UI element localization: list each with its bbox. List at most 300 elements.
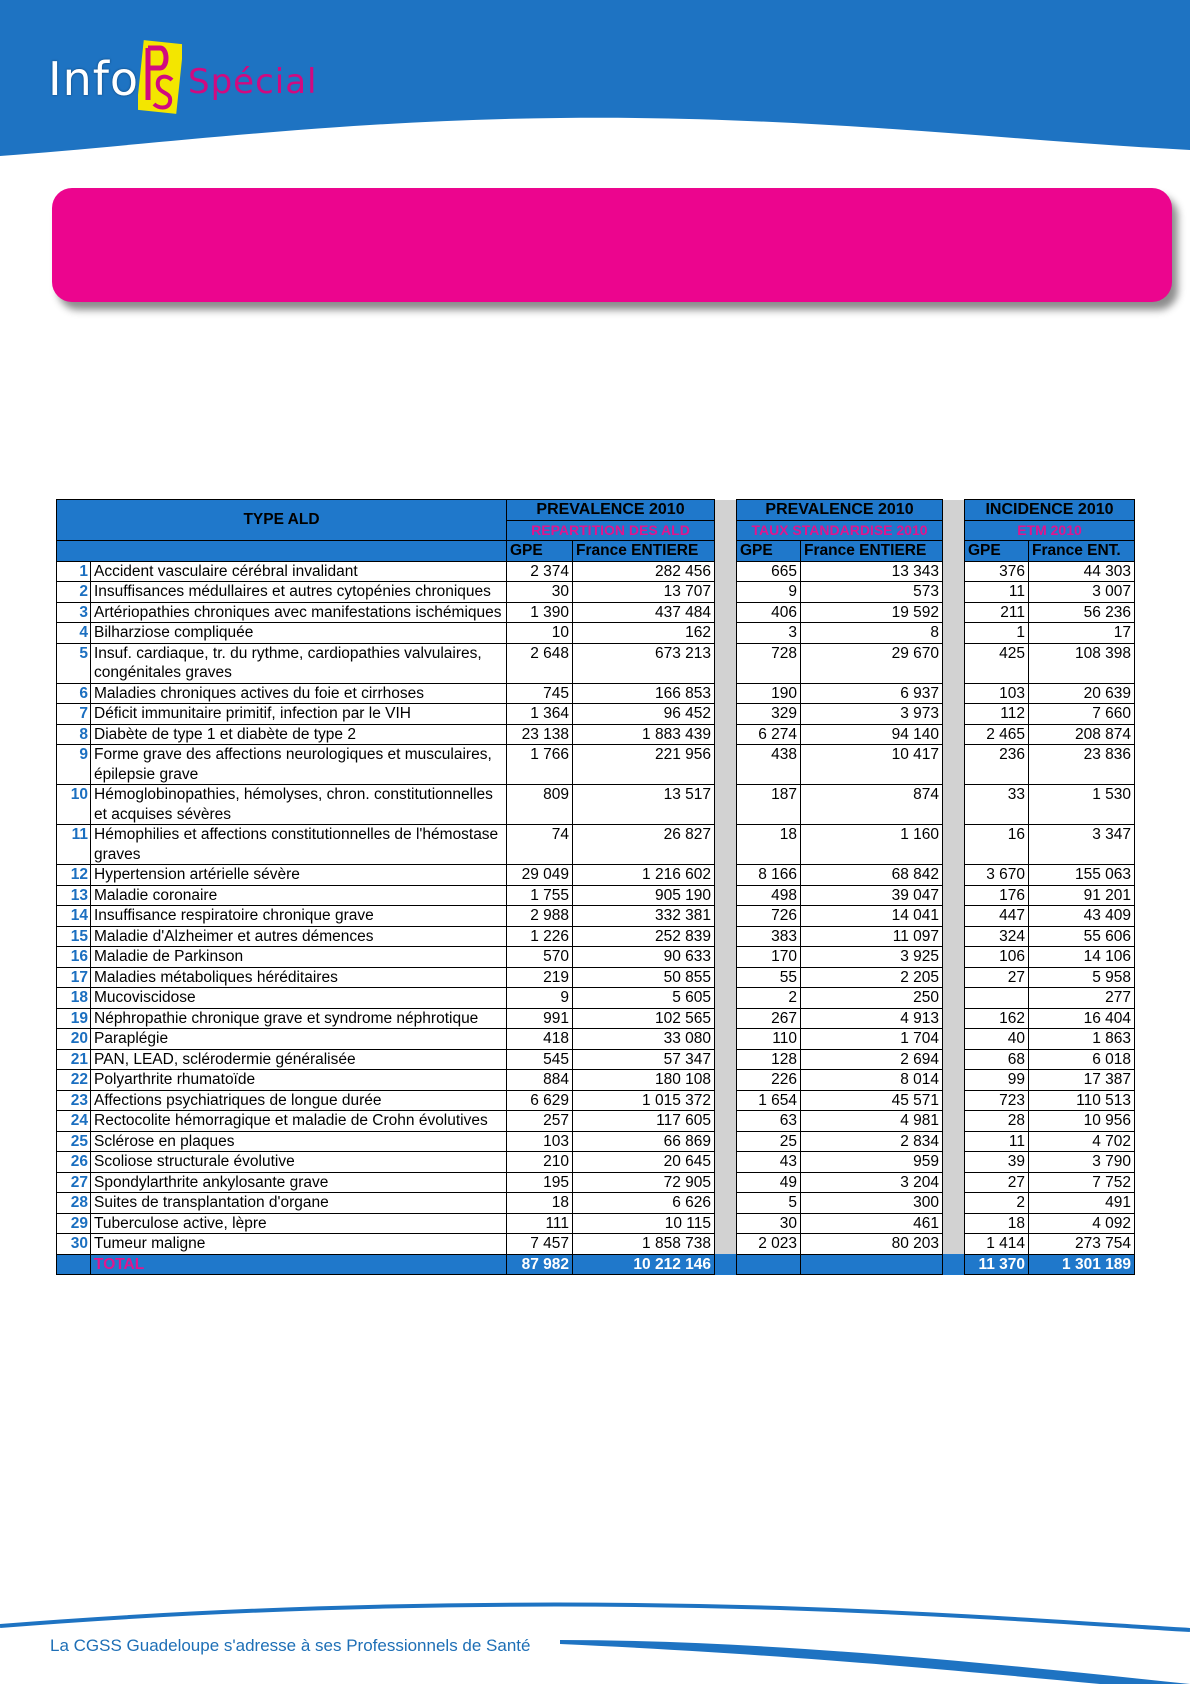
value-cell: 166 853 (573, 683, 715, 704)
col-header: GPE (737, 541, 801, 562)
value-cell: 726 (737, 906, 801, 927)
value-cell: 49 (737, 1172, 801, 1193)
total-value: 11 370 (965, 1254, 1029, 1275)
value-cell: 94 140 (801, 724, 943, 745)
value-cell: 30 (737, 1213, 801, 1234)
value-cell: 418 (507, 1029, 573, 1050)
ald-table-body (57, 561, 1135, 1275)
value-cell: 27 (965, 967, 1029, 988)
table-row (57, 906, 1135, 927)
ald-label: Suites de transplantation d'organe (91, 1193, 507, 1214)
table-row (57, 1090, 1135, 1111)
ald-label: Maladie d'Alzheimer et autres démences (91, 926, 507, 947)
table-row (57, 683, 1135, 704)
value-cell: 27 (965, 1172, 1029, 1193)
value-cell: 111 (507, 1213, 573, 1234)
value-cell: 9 (507, 988, 573, 1009)
value-cell: 425 (965, 643, 1029, 683)
row-number: 7 (57, 704, 91, 725)
table-row (57, 947, 1135, 968)
value-cell: 68 842 (801, 865, 943, 886)
value-cell: 573 (801, 582, 943, 603)
row-number: 10 (57, 785, 91, 825)
header-row-titles (57, 500, 1135, 521)
table-row (57, 1172, 1135, 1193)
row-number: 3 (57, 602, 91, 623)
value-cell: 277 (1029, 988, 1135, 1009)
value-cell: 55 606 (1029, 926, 1135, 947)
row-number: 22 (57, 1070, 91, 1091)
value-cell: 18 (507, 1193, 573, 1214)
value-cell: 39 (965, 1152, 1029, 1173)
value-cell: 2 023 (737, 1234, 801, 1255)
total-value: 10 212 146 (573, 1254, 715, 1275)
row-number: 2 (57, 582, 91, 603)
value-cell: 461 (801, 1213, 943, 1234)
table-row (57, 1049, 1135, 1070)
table-row (57, 724, 1135, 745)
value-cell: 728 (737, 643, 801, 683)
value-cell: 162 (965, 1008, 1029, 1029)
value-cell: 43 409 (1029, 906, 1135, 927)
col-header: France ENT. (1029, 541, 1135, 562)
table-row (57, 825, 1135, 865)
value-cell: 2 465 (965, 724, 1029, 745)
value-cell: 29 670 (801, 643, 943, 683)
ald-label: Affections psychiatriques de longue durée (91, 1090, 507, 1111)
row-number: 25 (57, 1131, 91, 1152)
value-cell: 68 (965, 1049, 1029, 1070)
total-value (801, 1254, 943, 1275)
value-cell: 329 (737, 704, 801, 725)
header-row-columns (57, 541, 1135, 562)
row-number: 12 (57, 865, 91, 886)
value-cell: 39 047 (801, 885, 943, 906)
row-number: 13 (57, 885, 91, 906)
value-cell: 210 (507, 1152, 573, 1173)
value-cell: 91 201 (1029, 885, 1135, 906)
value-cell: 25 (737, 1131, 801, 1152)
value-cell: 16 404 (1029, 1008, 1135, 1029)
value-cell: 30 (507, 582, 573, 603)
value-cell: 11 097 (801, 926, 943, 947)
value-cell: 117 605 (573, 1111, 715, 1132)
ald-label: Tumeur maligne (91, 1234, 507, 1255)
row-number: 8 (57, 724, 91, 745)
value-cell: 300 (801, 1193, 943, 1214)
group-title-3: INCIDENCE 2010 (965, 500, 1135, 521)
ald-label: Spondylarthrite ankylosante grave (91, 1172, 507, 1193)
value-cell: 991 (507, 1008, 573, 1029)
value-cell: 2 988 (507, 906, 573, 927)
value-cell: 18 (737, 825, 801, 865)
value-cell: 55 (737, 967, 801, 988)
value-cell: 56 236 (1029, 602, 1135, 623)
value-cell: 43 (737, 1152, 801, 1173)
ald-label: Sclérose en plaques (91, 1131, 507, 1152)
value-cell: 250 (801, 988, 943, 1009)
value-cell: 226 (737, 1070, 801, 1091)
value-cell: 170 (737, 947, 801, 968)
value-cell: 40 (965, 1029, 1029, 1050)
value-cell: 1 654 (737, 1090, 801, 1111)
value-cell: 187 (737, 785, 801, 825)
value-cell: 6 018 (1029, 1049, 1135, 1070)
value-cell: 884 (507, 1070, 573, 1091)
ald-label: Artériopathies chroniques avec manifestations ischémiques (91, 602, 507, 623)
value-cell: 570 (507, 947, 573, 968)
ald-label: Insuffisance respiratoire chronique grave (91, 906, 507, 927)
row-number: 9 (57, 745, 91, 785)
total-value: 87 982 (507, 1254, 573, 1275)
value-cell: 20 645 (573, 1152, 715, 1173)
value-cell: 438 (737, 745, 801, 785)
value-cell (965, 988, 1029, 1009)
table-row (57, 1213, 1135, 1234)
value-cell: 809 (507, 785, 573, 825)
value-cell: 1 015 372 (573, 1090, 715, 1111)
table-row (57, 926, 1135, 947)
row-number: 19 (57, 1008, 91, 1029)
ald-label: Bilharziose compliquée (91, 623, 507, 644)
value-cell: 3 925 (801, 947, 943, 968)
value-cell: 5 605 (573, 988, 715, 1009)
value-cell: 110 513 (1029, 1090, 1135, 1111)
ald-label: Accident vasculaire cérébral invalidant (91, 561, 507, 582)
group-title-1: PREVALENCE 2010 (507, 500, 715, 521)
value-cell: 959 (801, 1152, 943, 1173)
value-cell: 74 (507, 825, 573, 865)
value-cell: 2 205 (801, 967, 943, 988)
table-row (57, 785, 1135, 825)
value-cell: 33 080 (573, 1029, 715, 1050)
logo-special-text: Spécial (188, 62, 318, 102)
ald-label: Insuffisances médullaires et autres cytopénies chroniques (91, 582, 507, 603)
row-number: 15 (57, 926, 91, 947)
value-cell: 162 (573, 623, 715, 644)
value-cell: 13 707 (573, 582, 715, 603)
value-cell: 665 (737, 561, 801, 582)
footer-text: La CGSS Guadeloupe s'adresse à ses Professionnels de Santé (50, 1636, 531, 1655)
row-number: 26 (57, 1152, 91, 1173)
group-subtitle-3: ETM 2010 (965, 520, 1135, 541)
row-number: 6 (57, 683, 91, 704)
value-cell: 11 (965, 1131, 1029, 1152)
value-cell: 20 639 (1029, 683, 1135, 704)
ald-label: Diabète de type 1 et diabète de type 2 (91, 724, 507, 745)
group-subtitle-2: TAUX STANDARDISE 2010 (737, 520, 943, 541)
value-cell: 1 704 (801, 1029, 943, 1050)
logo-info-text: Info (48, 52, 140, 106)
value-cell: 2 834 (801, 1131, 943, 1152)
ald-label: Hypertension artérielle sévère (91, 865, 507, 886)
row-number: 18 (57, 988, 91, 1009)
value-cell: 103 (965, 683, 1029, 704)
value-cell: 1 755 (507, 885, 573, 906)
row-number: 30 (57, 1234, 91, 1255)
value-cell: 406 (737, 602, 801, 623)
pink-title-banner (52, 188, 1172, 302)
value-cell: 282 456 (573, 561, 715, 582)
value-cell: 44 303 (1029, 561, 1135, 582)
value-cell: 176 (965, 885, 1029, 906)
value-cell: 103 (507, 1131, 573, 1152)
value-cell: 6 629 (507, 1090, 573, 1111)
table-row (57, 704, 1135, 725)
row-number: 1 (57, 561, 91, 582)
value-cell: 45 571 (801, 1090, 943, 1111)
value-cell: 11 (965, 582, 1029, 603)
value-cell: 10 417 (801, 745, 943, 785)
col-header: GPE (965, 541, 1029, 562)
table-row (57, 745, 1135, 785)
value-cell: 1 364 (507, 704, 573, 725)
ald-label: Polyarthrite rhumatoïde (91, 1070, 507, 1091)
value-cell: 1 216 602 (573, 865, 715, 886)
value-cell: 180 108 (573, 1070, 715, 1091)
table-row (57, 885, 1135, 906)
value-cell: 18 (965, 1213, 1029, 1234)
row-number: 27 (57, 1172, 91, 1193)
table-row (57, 1070, 1135, 1091)
group-title-2: PREVALENCE 2010 (737, 500, 943, 521)
value-cell: 3 (737, 623, 801, 644)
value-cell: 1 414 (965, 1234, 1029, 1255)
group-subtitle-1: REPARTITION DES ALD (507, 520, 715, 541)
value-cell: 1 160 (801, 825, 943, 865)
row-number: 24 (57, 1111, 91, 1132)
row-number: 4 (57, 623, 91, 644)
row-number: 14 (57, 906, 91, 927)
value-cell: 6 626 (573, 1193, 715, 1214)
value-cell: 7 752 (1029, 1172, 1135, 1193)
value-cell: 267 (737, 1008, 801, 1029)
value-cell: 80 203 (801, 1234, 943, 1255)
value-cell: 3 204 (801, 1172, 943, 1193)
value-cell: 545 (507, 1049, 573, 1070)
value-cell: 3 007 (1029, 582, 1135, 603)
value-cell: 50 855 (573, 967, 715, 988)
value-cell: 14 106 (1029, 947, 1135, 968)
row-number: 17 (57, 967, 91, 988)
value-cell: 905 190 (573, 885, 715, 906)
value-cell: 14 041 (801, 906, 943, 927)
info-ps-special-logo (48, 40, 348, 120)
value-cell: 221 956 (573, 745, 715, 785)
row-number: 23 (57, 1090, 91, 1111)
value-cell: 723 (965, 1090, 1029, 1111)
value-cell: 1 766 (507, 745, 573, 785)
total-row (57, 1254, 1135, 1275)
ald-label: Insuf. cardiaque, tr. du rythme, cardiopathies valvulaires, congénitales graves (91, 643, 507, 683)
value-cell: 9 (737, 582, 801, 603)
col-header: France ENTIERE (573, 541, 715, 562)
value-cell: 4 913 (801, 1008, 943, 1029)
value-cell: 106 (965, 947, 1029, 968)
value-cell: 332 381 (573, 906, 715, 927)
value-cell: 376 (965, 561, 1029, 582)
value-cell: 8 014 (801, 1070, 943, 1091)
value-cell: 2 694 (801, 1049, 943, 1070)
col-header: GPE (507, 541, 573, 562)
value-cell: 4 092 (1029, 1213, 1135, 1234)
table-row (57, 643, 1135, 683)
value-cell: 7 457 (507, 1234, 573, 1255)
value-cell: 8 (801, 623, 943, 644)
value-cell: 5 (737, 1193, 801, 1214)
value-cell: 17 (1029, 623, 1135, 644)
value-cell: 1 883 439 (573, 724, 715, 745)
ald-label: Paraplégie (91, 1029, 507, 1050)
value-cell: 252 839 (573, 926, 715, 947)
ald-label: Hémoglobinopathies, hémolyses, chron. constitutionnelles et acquises sévères (91, 785, 507, 825)
logo-ps-mark (138, 40, 182, 114)
row-number: 5 (57, 643, 91, 683)
value-cell: 28 (965, 1111, 1029, 1132)
value-cell: 5 958 (1029, 967, 1135, 988)
row-number: 20 (57, 1029, 91, 1050)
value-cell: 2 (965, 1193, 1029, 1214)
value-cell: 673 213 (573, 643, 715, 683)
table-row (57, 623, 1135, 644)
value-cell: 4 981 (801, 1111, 943, 1132)
value-cell: 13 343 (801, 561, 943, 582)
value-cell: 112 (965, 704, 1029, 725)
value-cell: 16 (965, 825, 1029, 865)
value-cell: 17 387 (1029, 1070, 1135, 1091)
value-cell: 1 226 (507, 926, 573, 947)
value-cell: 2 374 (507, 561, 573, 582)
total-value (737, 1254, 801, 1275)
table-row (57, 1111, 1135, 1132)
value-cell: 8 166 (737, 865, 801, 886)
value-cell: 3 670 (965, 865, 1029, 886)
ald-label: Déficit immunitaire primitif, infection par le VIH (91, 704, 507, 725)
value-cell: 3 973 (801, 704, 943, 725)
total-label: TOTAL (91, 1254, 507, 1275)
value-cell: 63 (737, 1111, 801, 1132)
value-cell: 257 (507, 1111, 573, 1132)
row-number: 29 (57, 1213, 91, 1234)
value-cell: 498 (737, 885, 801, 906)
value-cell: 874 (801, 785, 943, 825)
row-number: 11 (57, 825, 91, 865)
total-blank (57, 1254, 91, 1275)
table-row (57, 561, 1135, 582)
value-cell: 108 398 (1029, 643, 1135, 683)
value-cell: 96 452 (573, 704, 715, 725)
value-cell: 491 (1029, 1193, 1135, 1214)
value-cell: 155 063 (1029, 865, 1135, 886)
table-row (57, 1234, 1135, 1255)
value-cell: 19 592 (801, 602, 943, 623)
value-cell: 236 (965, 745, 1029, 785)
value-cell: 324 (965, 926, 1029, 947)
ald-label: Maladies chroniques actives du foie et cirrhoses (91, 683, 507, 704)
value-cell: 66 869 (573, 1131, 715, 1152)
value-cell: 3 347 (1029, 825, 1135, 865)
value-cell: 29 049 (507, 865, 573, 886)
table-row (57, 1193, 1135, 1214)
value-cell: 3 790 (1029, 1152, 1135, 1173)
value-cell: 23 836 (1029, 745, 1135, 785)
value-cell: 110 (737, 1029, 801, 1050)
ald-label: PAN, LEAD, sclérodermie généralisée (91, 1049, 507, 1070)
value-cell: 128 (737, 1049, 801, 1070)
value-cell: 195 (507, 1172, 573, 1193)
table-row (57, 1029, 1135, 1050)
table-row (57, 1131, 1135, 1152)
ald-label: Scoliose structurale évolutive (91, 1152, 507, 1173)
value-cell: 1 530 (1029, 785, 1135, 825)
col-header: France ENTIERE (801, 541, 943, 562)
value-cell: 57 347 (573, 1049, 715, 1070)
value-cell: 219 (507, 967, 573, 988)
value-cell: 10 (507, 623, 573, 644)
value-cell: 33 (965, 785, 1029, 825)
ald-label: Néphropathie chronique grave et syndrome néphrotique (91, 1008, 507, 1029)
value-cell: 4 702 (1029, 1131, 1135, 1152)
value-cell: 13 517 (573, 785, 715, 825)
ald-table (56, 499, 1135, 1275)
value-cell: 10 115 (573, 1213, 715, 1234)
table-row (57, 1152, 1135, 1173)
value-cell: 1 390 (507, 602, 573, 623)
value-cell: 90 633 (573, 947, 715, 968)
table-row (57, 865, 1135, 886)
table-row (57, 967, 1135, 988)
value-cell: 2 (737, 988, 801, 1009)
value-cell: 383 (737, 926, 801, 947)
value-cell: 102 565 (573, 1008, 715, 1029)
row-number: 16 (57, 947, 91, 968)
ald-label: Hémophilies et affections constitutionnelles de l'hémostase graves (91, 825, 507, 865)
value-cell: 745 (507, 683, 573, 704)
table-row (57, 602, 1135, 623)
value-cell: 7 660 (1029, 704, 1135, 725)
table-row (57, 582, 1135, 603)
table-row (57, 988, 1135, 1009)
value-cell: 211 (965, 602, 1029, 623)
value-cell: 99 (965, 1070, 1029, 1091)
value-cell: 437 484 (573, 602, 715, 623)
value-cell: 190 (737, 683, 801, 704)
value-cell: 6 937 (801, 683, 943, 704)
ald-label: Maladie de Parkinson (91, 947, 507, 968)
value-cell: 2 648 (507, 643, 573, 683)
value-cell: 72 905 (573, 1172, 715, 1193)
value-cell: 1 (965, 623, 1029, 644)
value-cell: 208 874 (1029, 724, 1135, 745)
value-cell: 26 827 (573, 825, 715, 865)
total-value: 1 301 189 (1029, 1254, 1135, 1275)
value-cell: 273 754 (1029, 1234, 1135, 1255)
table-row (57, 1008, 1135, 1029)
ald-label: Mucoviscidose (91, 988, 507, 1009)
row-number: 21 (57, 1049, 91, 1070)
value-cell: 1 858 738 (573, 1234, 715, 1255)
ald-label: Forme grave des affections neurologiques et musculaires, épilepsie grave (91, 745, 507, 785)
ald-label: Tuberculose active, lèpre (91, 1213, 507, 1234)
value-cell: 6 274 (737, 724, 801, 745)
ald-label: Maladies métaboliques héréditaires (91, 967, 507, 988)
value-cell: 447 (965, 906, 1029, 927)
value-cell: 10 956 (1029, 1111, 1135, 1132)
value-cell: 23 138 (507, 724, 573, 745)
type-ald-header: TYPE ALD (57, 500, 507, 541)
ald-label: Maladie coronaire (91, 885, 507, 906)
ald-label: Rectocolite hémorragique et maladie de Crohn évolutives (91, 1111, 507, 1132)
